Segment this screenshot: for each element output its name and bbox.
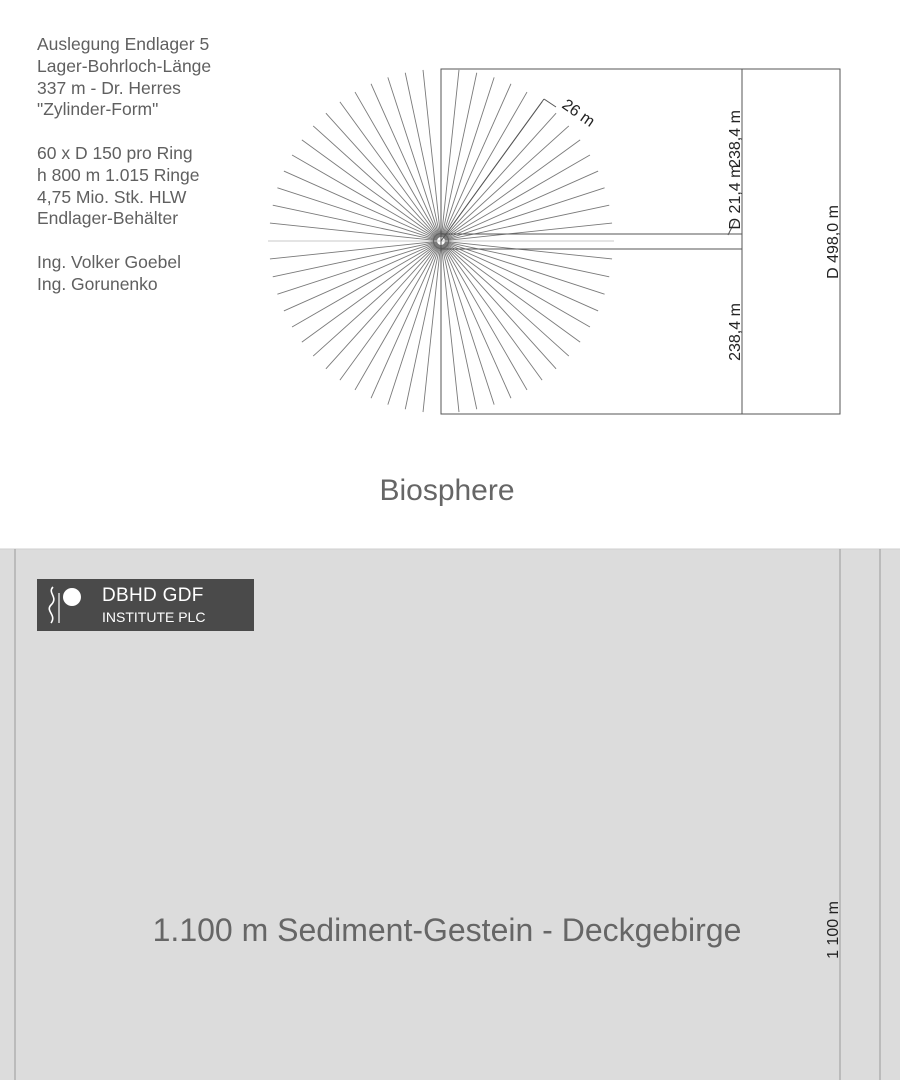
borehole-line [326, 113, 438, 238]
info-line: 60 x D 150 pro Ring [37, 142, 193, 163]
info-line: Ing. Gorunenko [37, 273, 158, 294]
borehole-line [313, 126, 438, 238]
borehole-line [444, 244, 569, 356]
borehole-line [444, 126, 569, 238]
info-line: Lager-Bohrloch-Länge [37, 55, 212, 76]
borehole-line [340, 102, 439, 238]
info-line: 337 m - Dr. Herres [37, 77, 181, 98]
lower-segment-label: 238,4 m [727, 303, 744, 361]
borehole-line [444, 243, 580, 342]
shaft-diameter-label: D 21,4 m [727, 164, 744, 230]
sediment-label: 1.100 m Sediment-Gestein - Deckgebirge [152, 912, 742, 948]
borehole-line [326, 244, 438, 369]
borehole-line [405, 245, 440, 409]
borehole-line [444, 140, 580, 239]
borehole-line [273, 205, 437, 240]
borehole-line [442, 245, 477, 409]
borehole-line [444, 113, 556, 238]
info-line: 4,75 Mio. Stk. HLW [37, 186, 187, 207]
info-line: "Zylinder-Form" [37, 99, 159, 120]
borehole-line [444, 244, 556, 369]
borehole-line [443, 244, 542, 380]
depth-label: 1 100 m [825, 901, 842, 959]
logo-subtitle: INSTITUTE PLC [102, 609, 206, 625]
total-diameter-label: D 498,0 m [825, 205, 842, 279]
info-line: Ing. Volker Goebel [37, 251, 181, 272]
info-spacer [37, 230, 211, 252]
info-line: Auslegung Endlager 5 [37, 34, 210, 54]
radius-label: 26 m [558, 96, 598, 131]
design-info-block [37, 34, 211, 296]
borehole-line [273, 242, 437, 277]
info-spacer [37, 121, 211, 143]
institute-logo [37, 579, 254, 631]
biosphere-label: Biosphere [379, 474, 515, 507]
info-line: h 800 m 1.015 Ringe [37, 164, 200, 185]
upper-segment-label: 238,4 m [727, 110, 744, 168]
borehole-line [340, 244, 439, 380]
logo-title: DBHD GDF [102, 585, 204, 606]
borehole-line [442, 73, 477, 237]
logo-mark-icon [45, 585, 85, 625]
radius-dimension-tick [544, 99, 556, 107]
info-line: Endlager-Behälter [37, 208, 179, 229]
borehole-line [405, 73, 440, 237]
borehole-line [302, 140, 438, 239]
borehole-line [302, 243, 438, 342]
borehole-line [445, 242, 609, 277]
borehole-line [313, 244, 438, 356]
borehole-line [445, 205, 609, 240]
